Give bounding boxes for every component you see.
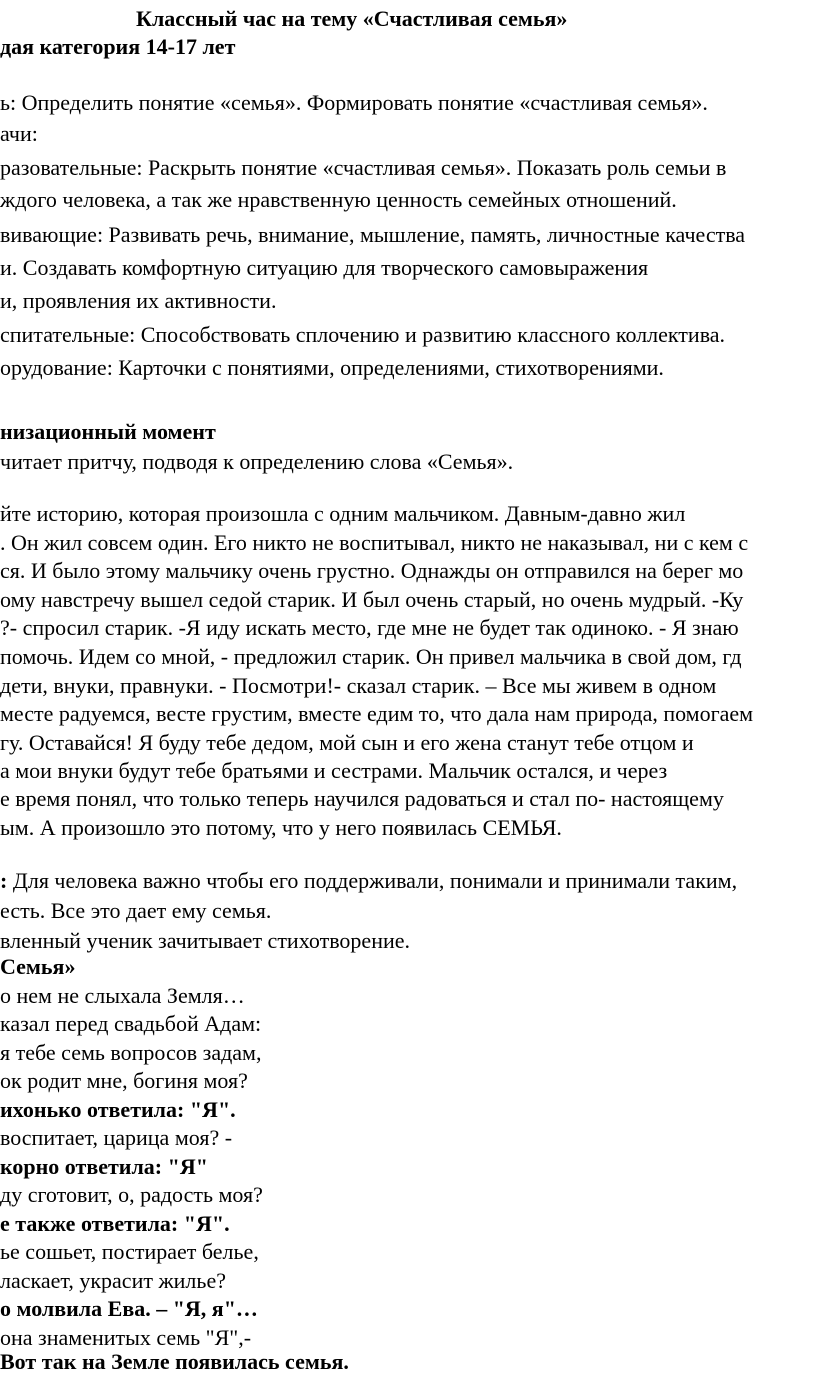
poem-line: я тебе семь вопросов задам, xyxy=(0,1040,262,1065)
poem-line: казал перед свадьбой Адам: xyxy=(0,1011,262,1036)
story-line: ся. И было этому мальчику очень грустно. Однажды он отправился на берег мо xyxy=(0,558,744,583)
after-story-text: Для человека важно чтобы его поддерживали, понимали и принимали таким, xyxy=(7,868,738,893)
poem-line: ье сошьет, постирает белье, xyxy=(0,1239,259,1264)
goal-line: ь: Определить понятие «семья». Формировать понятие «счастливая семья». xyxy=(0,90,708,115)
org-moment-text: читает притчу, подводя к определению слова «Семья». xyxy=(0,449,514,474)
developing-line-3: и, проявления их активности. xyxy=(0,288,277,313)
story-line: йте историю, которая произошла с одним мальчиком. Давным-давно жил xyxy=(0,501,686,526)
story-line: а мои внуки будут тебе братьями и сестрами. Мальчик остался, и через xyxy=(0,758,668,783)
story-line: ым. А произошло это потому, что у него появилась СЕМЬЯ. xyxy=(0,815,562,840)
story-line: дети, внуки, правнуки. - Посмотри!- сказал старик. – Все мы живем в одном xyxy=(0,673,717,698)
poem-line: ихонько ответила: "Я". xyxy=(0,1097,236,1122)
educational-line-1: разовательные: Раскрыть понятие «счастливая семья». Показать роль семьи в xyxy=(0,155,727,180)
story-line: гу. Оставайся! Я буду тебе дедом, мой сын и его жена станут тебе отцом и xyxy=(0,730,694,755)
poem-title: Семья» xyxy=(0,954,76,979)
poem-line: о нем не слыхала Земля… xyxy=(0,983,245,1008)
poem-line: ду сготовит, о, радость моя? xyxy=(0,1182,263,1207)
poem-final-line: Вот так на Земле появилась семья. xyxy=(0,1349,349,1374)
poem-line: она знаменитых семь "Я",- xyxy=(0,1325,252,1350)
story-line: е время понял, что только теперь научился радоваться и стал по- настоящему xyxy=(0,786,724,811)
after-story-line-3: вленный ученик зачитывает стихотворение. xyxy=(0,928,411,953)
story-line: ому навстречу вышел седой старик. И был очень старый, но очень мудрый. -Ку xyxy=(0,587,744,612)
equipment-line: орудование: Карточки с понятиями, определениями, стихотворениями. xyxy=(0,355,664,380)
poem-line: е также ответила: "Я". xyxy=(0,1211,230,1236)
poem-line: воспитает, царица моя? - xyxy=(0,1125,233,1150)
upbringing-line: спитательные: Способствовать сплочению и развитию классного коллектива. xyxy=(0,322,726,347)
poem-line: о молвила Ева. – "Я, я"… xyxy=(0,1296,258,1321)
story-line: месте радуемся, весте грустим, вместе едим то, что дала нам природа, помогаем xyxy=(0,701,754,726)
developing-line-2: и. Создавать комфортную ситуацию для творческого самовыражения xyxy=(0,255,649,280)
developing-line-1: вивающие: Развивать речь, внимание, мышление, память, личностные качества xyxy=(0,222,746,247)
after-story-line-2: есть. Все это дает ему семья. xyxy=(0,898,272,923)
poem-line: ок родит мне, богиня моя? xyxy=(0,1068,248,1093)
org-moment-heading: низационный момент xyxy=(0,419,216,444)
document-title: Классный час на тему «Счастливая семья» xyxy=(136,6,568,31)
story-line: ?- спросил старик. -Я иду искать место, где мне не будет так одиноко. - Я знаю xyxy=(0,615,739,640)
story-line: помочь. Идем со мной, - предложил старик. Он привел мальчика в свой дом, гд xyxy=(0,644,742,669)
age-category: дая категория 14-17 лет xyxy=(0,34,236,59)
story-line: . Он жил совсем один. Его никто не воспитывал, никто не наказывал, ни с кем с xyxy=(0,530,749,555)
educational-line-2: ждого человека, а так же нравственную ценность семейных отношений. xyxy=(0,187,677,212)
after-story-line-1 xyxy=(0,868,737,894)
after-story-marker: : xyxy=(0,868,8,893)
poem-line: ласкает, украсит жилье? xyxy=(0,1268,226,1293)
poem-line: корно ответила: "Я" xyxy=(0,1154,208,1179)
tasks-heading: ачи: xyxy=(0,121,38,146)
